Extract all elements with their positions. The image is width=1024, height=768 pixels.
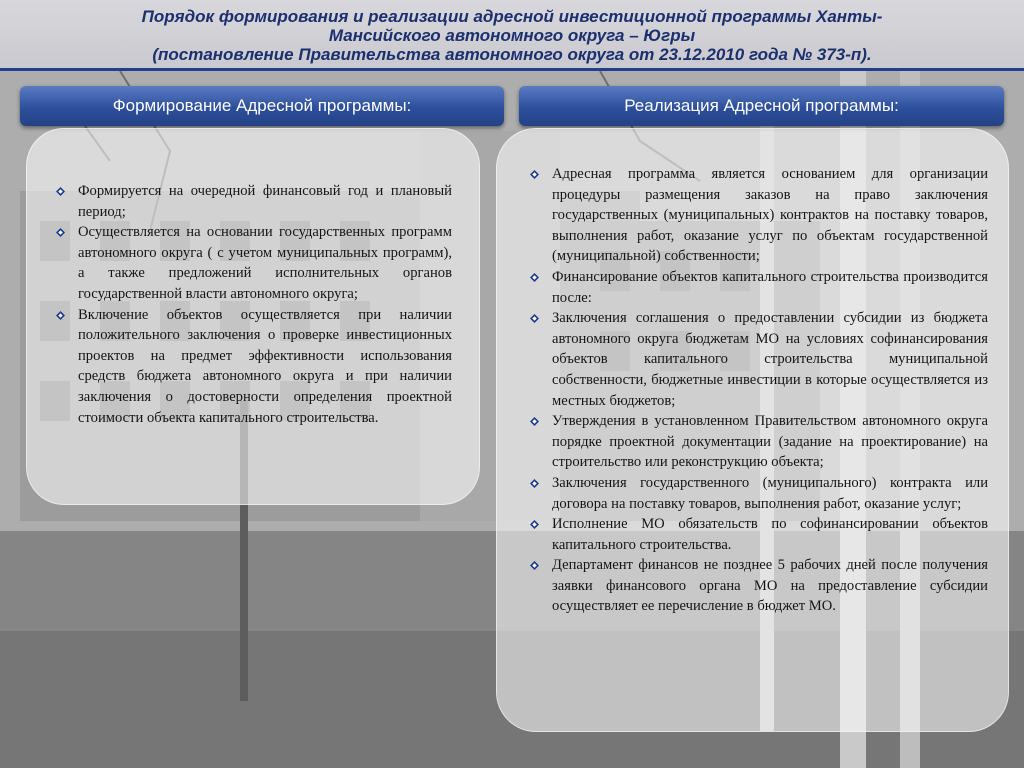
formation-list [56,181,452,428]
list-item-text: Адресная программа является основанием для организации процедуры размещения заказов на право заключения государственных (муниципальных) контрактов на поставку товаров, выполнения работ, оказание услуг по объектам государственной (муниципальной) собственности; [552,166,988,265]
diamond-bullet-icon [56,228,65,237]
diamond-bullet-icon [530,273,539,282]
list-item [530,555,988,617]
diamond-bullet-icon [56,311,65,320]
diamond-bullet-icon [530,520,539,529]
section-heading-formation: Формирование Адресной программы: [20,86,504,126]
diamond-bullet-icon [530,479,539,488]
list-item-text: Включение объектов осуществляется при наличии положительного заключения о проверке инвестиционных проектов на предмет эффективности использования средств бюджета автономного округа и при наличии заключения о достоверности определения проектной стоимости объекта капитального строительства. [78,306,452,426]
list-item-text: Осуществляется на основании государственных программ автономного округа ( с учетом муниципальных программ), а также предложений исполнительных органов государственной власти автономного округа; [78,224,452,302]
diamond-bullet-icon [530,561,539,570]
list-item [530,514,988,555]
list-item-text: Исполнение МО обязательств по софинансировании объектов капитального строительства. [552,516,988,553]
slide-header [0,0,1024,68]
list-item-text: Формируется на очередной финансовый год и плановый период; [78,183,452,220]
slide-title-line-1: Порядок формирования и реализации адресной инвестиционной программы Ханты- [141,7,883,26]
diamond-bullet-icon [530,314,539,323]
list-item-text: Утверждения в установленном Правительством автономного округа порядке проектной документации (задание на проектирование) на строительство или реконструкцию объекта; [552,413,988,471]
list-item [56,222,452,304]
list-item [530,267,988,308]
list-item [530,308,988,411]
list-item-text: Финансирование объектов капитального строительства производится после: [552,268,988,306]
list-item-text: Департамент финансов не позднее 5 рабочих дней после получения заявки финансового органа МО на предоставление субсидии осуществляет ее перечисление в бюджет МО. [552,557,988,615]
slide-title-line-3: (постановление Правительства автономного округа от 23.12.2010 года № 373-п). [152,45,872,64]
implementation-list [530,164,988,617]
diamond-bullet-icon [530,170,539,179]
slide-title-line-2: Мансийского автономного округа – Югры [328,26,696,45]
list-item [56,181,452,222]
list-item [530,164,988,267]
section-heading-implementation: Реализация Адресной программы: [519,86,1004,126]
diamond-bullet-icon [56,187,65,196]
list-item [56,305,452,429]
list-item-text: Заключения государственного (муниципального) контракта или договора на поставку товаров, выполнения работ, оказание услуг; [552,474,988,512]
list-item-text: Заключения соглашения о предоставлении субсидии из бюджета автономного округа бюджетам МО на условиях софинансирования объектов капитального строительства муниципальной собственности, бюджетные инвестиции в которые осуществляется из местных бюджетов; [552,310,988,409]
diamond-bullet-icon [530,417,539,426]
list-item [530,473,988,514]
list-item [530,411,988,473]
